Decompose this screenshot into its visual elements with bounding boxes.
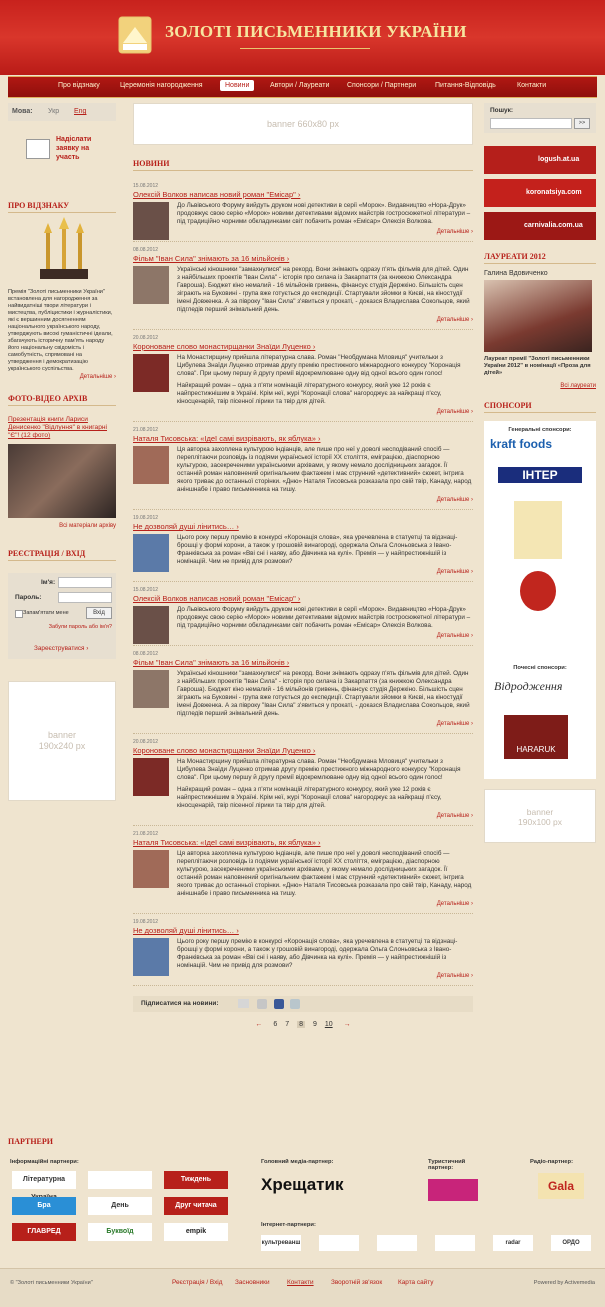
- news-body: [133, 446, 473, 494]
- internet-partner-logo[interactable]: [319, 1235, 359, 1251]
- partners-section: [8, 1137, 597, 1262]
- register-link[interactable]: Зареєструватися ›: [34, 645, 89, 652]
- news-thumbnail[interactable]: [133, 938, 169, 976]
- laureate-photo[interactable]: [484, 280, 592, 352]
- laureate-caption: Лауреат премії "Золоті письменники України 2012" в номінації «Проза для дітей»: [484, 356, 591, 376]
- nav-faq[interactable]: Питання-Відповідь: [435, 82, 496, 89]
- news-thumbnail[interactable]: [133, 202, 169, 240]
- news-item: [133, 247, 473, 330]
- news-thumbnail[interactable]: [133, 606, 169, 644]
- nav-authors[interactable]: Автори / Лауреати: [270, 82, 330, 89]
- news-separator: [133, 241, 473, 242]
- page-9[interactable]: 9: [312, 1021, 317, 1028]
- news-more-link[interactable]: Детальніше ›: [436, 901, 473, 907]
- news-title-link[interactable]: Олексій Волков написав новий роман "Емісар" ›: [133, 594, 301, 603]
- footer-founders[interactable]: Засновники: [235, 1279, 270, 1286]
- news-date: 15.08.2012: [133, 587, 159, 593]
- news-thumbnail[interactable]: [133, 266, 169, 304]
- news-more-link[interactable]: Детальніше ›: [436, 317, 473, 323]
- news-more-link[interactable]: Детальніше ›: [436, 633, 473, 639]
- news-title-link[interactable]: Не дозволяй душі лінитись… ›: [133, 926, 239, 935]
- envelope-icon: [26, 139, 50, 159]
- email-icon[interactable]: [238, 999, 249, 1008]
- news-more-link[interactable]: Детальніше ›: [436, 497, 473, 503]
- news-thumbnail[interactable]: [133, 850, 169, 888]
- news-body: [133, 534, 473, 566]
- news-separator: [133, 421, 473, 422]
- info-partner-logo[interactable]: [88, 1171, 152, 1189]
- news-separator: [133, 581, 473, 582]
- language-label: Мова:: [12, 108, 33, 115]
- footer-feedback[interactable]: Зворотній зв'язок: [331, 1279, 383, 1286]
- page-10[interactable]: 10: [324, 1021, 333, 1028]
- news-title-link[interactable]: Фільм "Іван Сила" знімають за 16 мільйонів ›: [133, 658, 290, 667]
- remember-label: Запам'ятати мене: [23, 610, 69, 616]
- news-thumbnail[interactable]: [133, 446, 169, 484]
- news-separator: [133, 645, 473, 646]
- news-text: Українські кіношники "замахнулися" на рекорд. Вони знімають одразу п'ять фільмів для дітей. Один з найбільших проектів "Іван Сила" - історія про силача із Закарпаття (за книжкою Олександра Гавроша). Бюджет кіно немалий - 16 мільйонів гривень, фінансує студія Держкіно. Більшість сцен зіграють на Буковині - група вже готується до експедиції. Стартували зйомки в Києві, на кіностудії імені Довженка. А за півроку "Іван Сила" з'явиться у прокаті, - доказся Владислава Сокольцов, який підгледів перший знімальний день.: [177, 266, 470, 313]
- news-date: 21.08.2012: [133, 831, 159, 837]
- all-laureates-link[interactable]: Всі лауреати: [560, 383, 596, 389]
- tourist-partner-label: Туристичний партнер:: [428, 1159, 466, 1171]
- news-separator: [133, 825, 473, 826]
- news-text: До Львівського Форуму вийдуть друком нові детективи в серії «Морок». Видавництво «Нора-Друк» продовжує свою серію «Морок» новими детективами відомих майстрів гостросюжетної літератури – під традиційно чорними обкладинками світ побачить роман «Емісар» Олексія Волкова.: [177, 202, 471, 225]
- news-item: [133, 515, 473, 582]
- footer-register[interactable]: Реєстрація / Вхід: [172, 1279, 223, 1286]
- main-nav: [8, 76, 597, 98]
- pagination: [133, 1021, 473, 1028]
- send-request-link[interactable]: Надіслати заявку на участь: [56, 136, 92, 161]
- logush-banner[interactable]: [484, 146, 596, 174]
- news-text: Українські кіношники "замахнулися" на рекорд. Вони знімають одразу п'ять фільмів для дітей. Один з найбільших проектів "Іван Сила" - історія про силача із Закарпаття (за книжкою Олександра Гавроша). Бюджет кіно немалий - 16 мільйонів гривень, фінансує студія Держкіно. Більшість сцен зіграють на Буковині - група вже готується до експедиції. Стартували зйомки в Києві, на кіностудії імені Довженка. А за півроку "Іван Сила" з'явиться у прокаті, - доказся Владислава Сокольцов, який підгледів перший знімальний день.: [177, 670, 470, 717]
- news-separator: [133, 509, 473, 510]
- sponsor-emblem-1[interactable]: [514, 501, 562, 559]
- general-sponsors: [484, 421, 596, 661]
- info-partner-logo[interactable]: Тиждень: [164, 1171, 228, 1189]
- news-body: [133, 202, 473, 226]
- internet-partners-logos: [261, 1235, 597, 1255]
- archive-photo[interactable]: [8, 444, 116, 518]
- login-button[interactable]: Вхід: [86, 607, 112, 619]
- news-item: [133, 739, 473, 826]
- news-text-continued: Найкращий роман – одна з п'яти номінацій літературного конкурсу, який уже 12 років є найпрестижнішим в Україні. Крім неї, журі "Коронації слова" нагороджує за найкращі п'єсу, кіносценарій, твір пісенної лірики та твір для дітей.: [177, 786, 442, 809]
- send-request-block[interactable]: [8, 135, 116, 177]
- news-title-link[interactable]: Не дозволяй душі лінитись… ›: [133, 522, 239, 531]
- news-more-link[interactable]: Детальніше ›: [436, 569, 473, 575]
- left-sidebar: [8, 103, 116, 801]
- password-input[interactable]: [58, 592, 112, 603]
- news-date: 21.08.2012: [133, 427, 159, 433]
- lang-eng[interactable]: Eng: [74, 108, 87, 115]
- news-separator: [133, 985, 473, 986]
- news-body: [133, 354, 473, 378]
- sponsors-title: СПОНСОРИ: [484, 401, 596, 413]
- news-title-link[interactable]: Короноване слово монастирщанки Знаїди Луценко ›: [133, 342, 316, 351]
- news-item: [133, 831, 473, 914]
- koronatsiya-banner[interactable]: [484, 179, 596, 207]
- book-logo-icon[interactable]: [115, 13, 155, 59]
- news-date: 20.08.2012: [133, 335, 159, 341]
- info-partners-label: Інформаційні партнери:: [10, 1159, 79, 1165]
- news-separator: [133, 329, 473, 330]
- nav-news[interactable]: Новини: [220, 80, 254, 91]
- search-input[interactable]: [490, 118, 572, 129]
- internet-partner-logo[interactable]: [435, 1235, 475, 1251]
- info-partners-logos: [12, 1171, 232, 1251]
- info-partner-logo[interactable]: Бра: [12, 1197, 76, 1215]
- info-partner-logo[interactable]: Літературна: [12, 1171, 76, 1189]
- about-more-link[interactable]: Детальніше ›: [79, 374, 116, 380]
- news-item: [133, 587, 473, 646]
- forgot-link[interactable]: Забули пароль або ім'я?: [48, 624, 112, 630]
- news-body: [133, 266, 473, 314]
- title-ornament: [240, 48, 370, 49]
- left-banner-text: banner 190x240 px: [38, 730, 86, 751]
- internet-partner-logo[interactable]: [377, 1235, 417, 1251]
- news-item: [133, 183, 473, 242]
- news-more-link[interactable]: Детальніше ›: [436, 973, 473, 979]
- news-body: [133, 758, 473, 782]
- internet-partner-logo[interactable]: radar: [493, 1235, 533, 1251]
- news-more-link[interactable]: Детальніше ›: [436, 813, 473, 819]
- footer-powered: Powered by Activemedia: [533, 1280, 595, 1286]
- news-more-link[interactable]: Детальніше ›: [436, 409, 473, 415]
- news-date: 15.08.2012: [133, 183, 159, 189]
- login-form: [8, 573, 116, 659]
- top-banner[interactable]: banner 660x80 px: [133, 103, 473, 145]
- page-prev[interactable]: ←: [255, 1021, 263, 1028]
- about-text: Премія "Золоті письменники України" встановлена для нагородження за найвидатніші твори літератури і мистецтва, публіцистики і журналістики, які є вершинним досягненням національного українського народу, утверджують високі гуманістичні ідеали, збагачують історичну пам'ять народу його національну свідомість і самобутність, спрямовані на утвердження і демократизацію українського суспільства.: [8, 289, 113, 372]
- archive-link[interactable]: Презентація книги Лариси Денисенко "Відлуння" в книгарні "Є"! (12 фото): [8, 416, 107, 439]
- news-title-link[interactable]: Фільм "Іван Сила" знімають за 16 мільйонів ›: [133, 254, 290, 263]
- news-title-link[interactable]: Наталя Тисовська: «Ідеї самі визрівають, як яблука» ›: [133, 838, 321, 847]
- internet-partners-label: Інтернет-партнери:: [261, 1222, 316, 1228]
- honor-sponsors: [484, 661, 596, 779]
- info-partner-logo[interactable]: Буквоїд: [88, 1223, 152, 1241]
- news-item: [133, 651, 473, 734]
- news-thumbnail[interactable]: [133, 534, 169, 572]
- news-separator: [133, 733, 473, 734]
- news-body: [133, 606, 473, 630]
- footer-contacts[interactable]: Контакти: [287, 1279, 314, 1286]
- right-banner-text: banner 190x100 px: [518, 807, 562, 827]
- search-button[interactable]: >>: [574, 118, 590, 129]
- vidrodzhennia-logo[interactable]: Відродження: [494, 679, 563, 693]
- footer-sitemap[interactable]: Карта сайту: [398, 1279, 434, 1286]
- news-separator: [133, 913, 473, 914]
- internet-partner-logo[interactable]: ОРДО: [551, 1235, 591, 1251]
- koronatsiya-link: koronatsiya.com: [526, 189, 582, 196]
- logush-link: logush.at.ua: [538, 156, 580, 163]
- radio-partner-label: Радіо-партнер:: [530, 1159, 574, 1165]
- internet-partner-logo[interactable]: культреванш: [261, 1235, 301, 1251]
- news-title-link[interactable]: Олексій Волков написав новий роман "Емісар" ›: [133, 190, 301, 199]
- name-input[interactable]: [58, 577, 112, 588]
- footer: [0, 1268, 605, 1307]
- site-title: ЗОЛОТІ ПИСЬМЕННИКИ УКРАЇНИ: [165, 22, 467, 41]
- site-header: [0, 0, 605, 75]
- name-label: Ім'я:: [41, 579, 56, 586]
- news-thumbnail[interactable]: [133, 670, 169, 708]
- news-title: НОВИНИ: [133, 159, 473, 171]
- register-title: РЕЄСТРАЦІЯ / ВХІД: [8, 549, 116, 561]
- subscribe-label: Підписатися на новини:: [141, 1000, 219, 1007]
- news-date: 19.08.2012: [133, 919, 159, 925]
- news-date: 08.08.2012: [133, 651, 159, 657]
- partners-title: ПАРТНЕРИ: [8, 1137, 53, 1146]
- general-sponsors-label: Генеральні спонсори:: [508, 427, 572, 433]
- nav-ceremony[interactable]: Церемонія нагородження: [120, 82, 203, 89]
- archive-title: ФОТО-ВІДЕО АРХІВ: [8, 394, 116, 406]
- news-text: Ця авторка захоплена культурою індіанців, але пише про неї у доволі несподіваний спосіб — переплітаючи розповідь із подіями української історії ХХ століття, еміграцією, діаспорною культурою, засекреченими українськими архівами, у якому немало дослідницьких загадок. Її останній роман наповнений оригінальним фактажем і має струнний «детективний» сюжет, інтрига якого триває до останньої сторінки. «Дню» Наталя Тисовська розказала про свій твір, Канаду, народ аніншнабе і право письменника на тишу.: [177, 446, 472, 493]
- news-thumbnail[interactable]: [133, 354, 169, 392]
- nav-contacts[interactable]: Контакти: [517, 82, 547, 89]
- facebook-icon[interactable]: [274, 999, 284, 1009]
- news-item: [133, 427, 473, 510]
- nav-sponsors[interactable]: Спонсори / Партнери: [347, 82, 417, 89]
- main-content: [133, 103, 473, 1028]
- news-body: [133, 938, 473, 970]
- footer-copyright: © "Золоті письменники України": [10, 1280, 93, 1286]
- search-box: [484, 103, 596, 133]
- news-date: 20.08.2012: [133, 739, 159, 745]
- inter-logo[interactable]: ІНТЕР: [498, 467, 582, 483]
- news-text: До Львівського Форуму вийдуть друком нові детективи в серії «Морок». Видавництво «Нора-Друк» продовжує свою серію «Морок» новими детективами відомих майстрів гостросюжетної літератури – під традиційно чорними обкладинками світ побачить роман «Емісар» Олексія Волкова.: [177, 606, 471, 629]
- tourist-partner-logo[interactable]: [428, 1179, 478, 1201]
- news-more-link[interactable]: Детальніше ›: [436, 229, 473, 235]
- info-partner-logo[interactable]: ГЛАВРЕД: [12, 1223, 76, 1241]
- news-date: 08.08.2012: [133, 247, 159, 253]
- khreshchatyk-logo[interactable]: Хрещатик: [261, 1175, 344, 1194]
- news-list: [133, 183, 473, 986]
- hararuk-logo[interactable]: HARARUK: [504, 715, 568, 759]
- rss-icon[interactable]: [257, 999, 267, 1009]
- news-text: Цього року першу премію в конкурсі «Коронація слова», яка уречевлена в статуетці та відзнаці-брошці у формі корони, а також у грошовій винагороді, одержала Ольга Слоньовська з Івано-Франківська за роман «Вві сні і наяву, або Дівчинка на кулі». Премія — у найпрестижнішій із номінацій. Чим не привід для розмови?: [177, 534, 458, 565]
- page-6[interactable]: 6: [273, 1021, 278, 1028]
- news-body: [133, 670, 473, 718]
- right-banner[interactable]: [484, 789, 596, 843]
- news-more-link[interactable]: Детальніше ›: [436, 721, 473, 727]
- media-partner-label: Головний медіа-партнер:: [261, 1159, 334, 1165]
- news-date: 19.08.2012: [133, 515, 159, 521]
- laureates-title: ЛАУРЕАТИ 2012: [484, 252, 596, 264]
- password-label: Пароль:: [15, 594, 42, 601]
- news-body: [133, 850, 473, 898]
- news-text: Ця авторка захоплена культурою індіанців, але пише про неї у доволі несподіваний спосіб — переплітаючи розповідь із подіями української історії ХХ століття, еміграцією, діаспорною культурою, засекреченими українськими архівами, у якому немало дослідницьких загадок. Її останній роман наповнений оригінальним фактажем і має струнний «детективний» сюжет, інтрига якого триває до останньої сторінки. «Дню» Наталя Тисовська розказала про свій твір, Канаду, народ аніншнабе і право письменника на тишу.: [177, 850, 472, 897]
- about-title: ПРО ВІДЗНАКУ: [8, 201, 116, 213]
- left-banner[interactable]: [8, 681, 116, 801]
- twitter-icon[interactable]: [290, 999, 300, 1009]
- info-partner-logo[interactable]: Друг читача: [164, 1197, 228, 1215]
- trophy-icon: [8, 213, 116, 285]
- news-item: [133, 919, 473, 986]
- info-partner-logo[interactable]: empik: [164, 1223, 228, 1241]
- page-next[interactable]: →: [343, 1021, 351, 1028]
- news-title-link[interactable]: Наталя Тисовська: «Ідеї самі визрівають, як яблука» ›: [133, 434, 321, 443]
- page-8-current[interactable]: 8: [299, 1021, 303, 1028]
- info-partner-logo[interactable]: День: [88, 1197, 152, 1215]
- carnivalia-banner[interactable]: [484, 212, 596, 240]
- news-text: На Монастирщину прийшла літературна слава. Роман "Необдумана Мловиця" учительки з Цибулева Знаїди Луценко отримав другу премію престижного міжнародного конкурсу "Коронація слова". При цьому першу й другу премії відокремлюване одну від одної всього один голос!: [177, 758, 461, 781]
- search-label: Пошук:: [490, 107, 514, 114]
- page-7[interactable]: 7: [285, 1021, 290, 1028]
- language-switch: [8, 103, 116, 121]
- remember-checkbox[interactable]: [15, 610, 23, 618]
- right-sidebar: [484, 103, 596, 843]
- laureate-name[interactable]: Галина Вдовиченко: [484, 270, 548, 277]
- honor-sponsors-label: Почесні спонсори:: [513, 665, 567, 671]
- archive-all-link[interactable]: Всі матеріали архіву: [59, 523, 116, 529]
- news-title-link[interactable]: Короноване слово монастирщанки Знаїди Луценко ›: [133, 746, 316, 755]
- subscribe-bar: [133, 996, 473, 1012]
- news-thumbnail[interactable]: [133, 758, 169, 796]
- lang-ukr[interactable]: Укр: [48, 108, 60, 115]
- news-text: На Монастирщину прийшла літературна слава. Роман "Необдумана Мловиця" учительки з Цибулева Знаїди Луценко отримав другу премію престижного міжнародного конкурсу "Коронація слова". При цьому першу й другу премії відокремлюване одну від одної всього один голос!: [177, 354, 461, 377]
- sponsor-emblem-2[interactable]: [520, 571, 556, 611]
- nav-about[interactable]: Про відзнаку: [58, 82, 100, 89]
- news-text-continued: Найкращий роман – одна з п'яти номінацій літературного конкурсу, який уже 12 років є найпрестижнішим в Україні. Крім неї, журі "Коронації слова" нагороджує за найкращі п'єсу, кіносценарій, твір пісенної лірики та твір для дітей.: [177, 382, 442, 405]
- news-text: Цього року першу премію в конкурсі «Коронація слова», яка уречевлена в статуетці та відзнаці-брошці у формі корони, а також у грошовій винагороді, одержала Ольга Слоньовська з Івано-Франківська за роман «Вві сні і наяву, або Дівчинка на кулі». Премія — у найпрестижнішій із номінацій. Чим не привід для розмови?: [177, 938, 458, 969]
- radio-partner-logo[interactable]: Gala: [538, 1173, 584, 1199]
- kraft-logo[interactable]: kraft foods: [490, 437, 553, 451]
- news-item: [133, 335, 473, 422]
- carnivalia-link: carnivalia.com.ua: [524, 222, 583, 229]
